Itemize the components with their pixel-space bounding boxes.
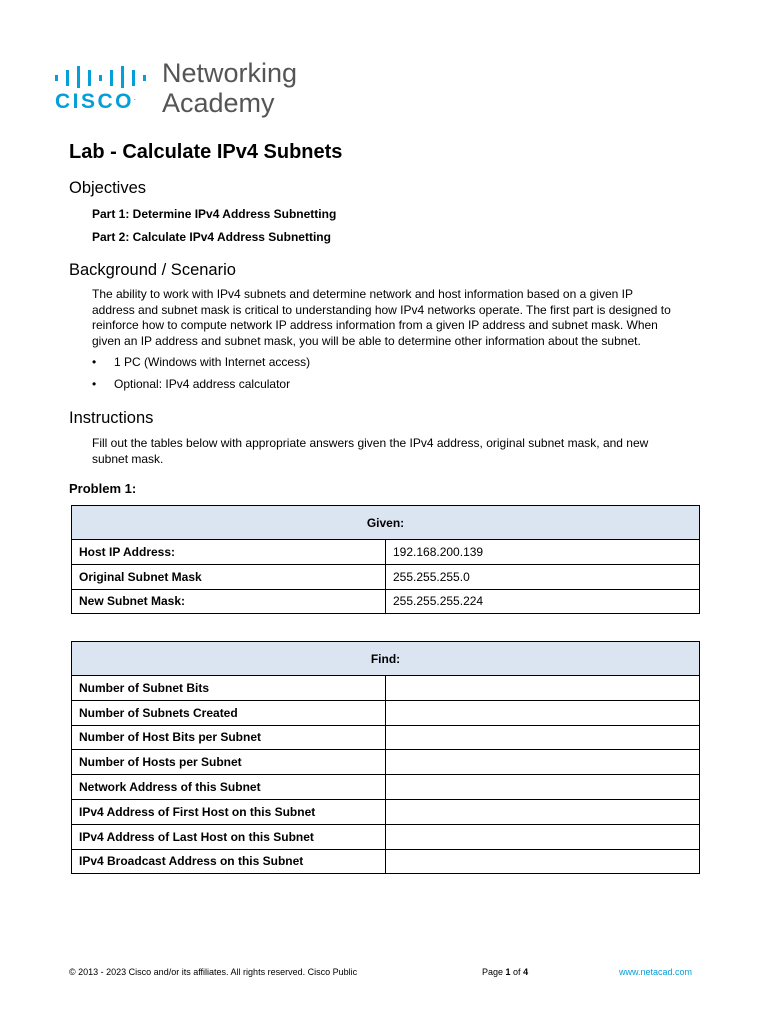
table-row xyxy=(72,700,700,725)
background-paragraph xyxy=(92,287,712,349)
find-answer-cell[interactable] xyxy=(386,799,700,824)
find-label: Number of Host Bits per Subnet xyxy=(72,725,386,750)
background-heading: Background / Scenario xyxy=(69,261,236,279)
bullet-item xyxy=(92,355,310,369)
table-row xyxy=(72,725,700,750)
given-value: 192.168.200.139 xyxy=(386,540,700,565)
bullet-dot-icon: • xyxy=(92,377,97,391)
problem-1-label: Problem 1: xyxy=(69,481,137,496)
given-label: New Subnet Mask: xyxy=(72,589,386,614)
background-line: address and subnet mask is critical to understanding how IPv4 networks operate. The first part is designed to xyxy=(92,302,671,317)
find-label: IPv4 Address of First Host on this Subnet xyxy=(72,799,386,824)
table-row xyxy=(72,564,700,589)
logo-networking-text: Networking xyxy=(162,58,298,88)
objective-part-2: Part 2: Calculate IPv4 Address Subnetting xyxy=(92,230,331,244)
page-current: 1 xyxy=(505,967,511,977)
given-value: 255.255.255.0 xyxy=(386,564,700,589)
find-answer-cell[interactable] xyxy=(386,725,700,750)
given-label: Host IP Address: xyxy=(72,540,386,565)
given-table-header: Given: xyxy=(72,506,700,540)
footer-copyright: © 2013 - 2023 Cisco and/or its affiliates. All rights reserved. Cisco Public xyxy=(69,967,358,977)
instructions-line: Fill out the tables below with appropriate answers given the IPv4 address, original subnet mask, and new xyxy=(92,436,649,450)
table-row xyxy=(72,750,700,775)
cisco-wordmark: CISCO. xyxy=(55,90,136,113)
find-table xyxy=(71,641,700,874)
objective-part-1: Part 1: Determine IPv4 Address Subnetting xyxy=(92,207,337,221)
page-prefix: Page xyxy=(482,967,506,977)
given-table xyxy=(71,505,700,614)
find-answer-cell[interactable] xyxy=(386,849,700,874)
background-line: given an IP address and subnet mask, you will be able to determine other information about the subnet. xyxy=(92,333,641,348)
page-total: 4 xyxy=(523,967,529,977)
find-label: Number of Subnets Created xyxy=(72,700,386,725)
find-table-header: Find: xyxy=(72,642,700,676)
instructions-paragraph xyxy=(92,436,712,467)
footer-link[interactable] xyxy=(619,967,692,977)
table-row xyxy=(72,849,700,874)
find-label: Number of Hosts per Subnet xyxy=(72,750,386,775)
cisco-networking-academy-logo xyxy=(55,58,315,120)
bullet-text: 1 PC (Windows with Internet access) xyxy=(114,355,311,369)
bullet-item xyxy=(92,377,290,391)
instructions-heading: Instructions xyxy=(69,409,154,427)
find-label: IPv4 Address of Last Host on this Subnet xyxy=(72,824,386,849)
netacad-link[interactable]: www.netacad.com xyxy=(619,967,693,977)
table-row xyxy=(72,775,700,800)
given-label: Original Subnet Mask xyxy=(72,564,386,589)
background-line: reinforce how to compute network IP address information from a given IP address and subnet mask. When xyxy=(92,318,658,332)
given-value: 255.255.255.224 xyxy=(386,589,700,614)
find-answer-cell[interactable] xyxy=(386,775,700,800)
objectives-heading: Objectives xyxy=(69,179,147,197)
cisco-bridge-bars-icon xyxy=(55,66,151,88)
table-row xyxy=(72,676,700,701)
page-of: of xyxy=(510,967,524,977)
background-line: The ability to work with IPv4 subnets and determine network and host information based on a given IP xyxy=(92,287,633,301)
find-answer-cell[interactable] xyxy=(386,676,700,701)
instructions-line: subnet mask. xyxy=(92,451,164,466)
table-row xyxy=(72,589,700,614)
given-table-header-row xyxy=(72,506,700,540)
table-row xyxy=(72,824,700,849)
bullet-text: Optional: IPv4 address calculator xyxy=(114,377,291,391)
logo-academy-text: Academy xyxy=(162,88,275,118)
find-answer-cell[interactable] xyxy=(386,750,700,775)
find-table-header-row xyxy=(72,642,700,676)
table-row xyxy=(72,540,700,565)
find-label: Number of Subnet Bits xyxy=(72,676,386,701)
find-label: Network Address of this Subnet xyxy=(72,775,386,800)
find-label: IPv4 Broadcast Address on this Subnet xyxy=(72,849,386,874)
table-row xyxy=(72,799,700,824)
footer-page-number xyxy=(482,967,528,977)
page-title: Lab - Calculate IPv4 Subnets xyxy=(69,141,343,163)
find-answer-cell[interactable] xyxy=(386,700,700,725)
bullet-dot-icon: • xyxy=(92,355,97,369)
find-answer-cell[interactable] xyxy=(386,824,700,849)
